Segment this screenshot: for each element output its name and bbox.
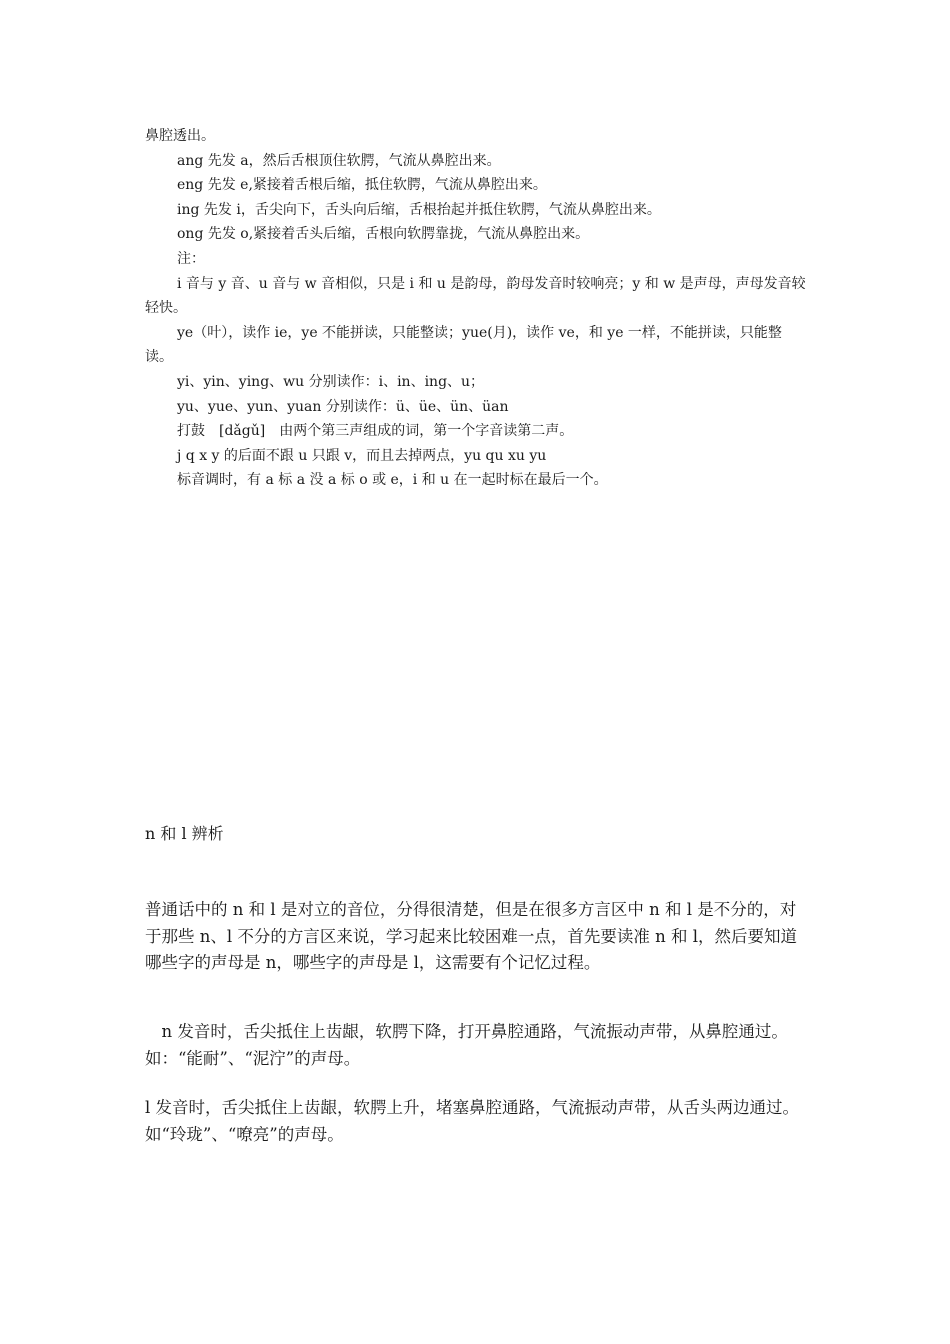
pinyin-notes-section bbox=[145, 124, 807, 493]
text-line: yi、yin、ying、wu 分别读作：i、in、ing、u； bbox=[177, 373, 485, 390]
paragraph-l-pronunciation: l 发音时，舌尖抵住上齿龈，软腭上升，堵塞鼻腔通路，气流振动声带，从舌头两边通过。如“玲珑”、“嘹亮”的声母。 bbox=[145, 1098, 800, 1144]
section-heading: n 和 l 辨析 bbox=[145, 824, 224, 843]
paragraph-n-pronunciation: n 发音时，舌尖抵住上齿龈，软腭下降，打开鼻腔通路，气流振动声带，从鼻腔通过。如：“能耐”、“泥泞”的声母。 bbox=[145, 1022, 788, 1068]
paragraph-intro: 普通话中的 n 和 l 是对立的音位，分得很清楚，但是在很多方言区中 n 和 l 是不分的，对于那些 n、l 不分的方言区来说，学习起来比较困难一点，首先要读准 n 和 l，然后要知道哪些字的声母是 n，哪些字的声母是 l，这需要有个记忆过程。 bbox=[145, 900, 798, 972]
text-line: j q x y 的后面不跟 u 只跟 v，而且去掉两点，yu qu xu yu bbox=[177, 447, 547, 464]
text-line: yu、yue、yun、yuan 分别读作：ü、üe、ün、üan bbox=[177, 398, 509, 415]
text-line: eng 先发 e,紧接着舌根后缩，抵住软腭，气流从鼻腔出来。 bbox=[177, 177, 547, 194]
text-line: ong 先发 o,紧接着舌头后缩，舌根向软腭靠拢，气流从鼻腔出来。 bbox=[177, 226, 590, 243]
text-line: 注： bbox=[177, 250, 205, 267]
text-line: 标音调时，有 a 标 a 没 a 标 o 或 e，i 和 u 在一起时标在最后一个。 bbox=[177, 472, 608, 489]
text-line: i 音与 y 音、u 音与 w 音相似，只是 i 和 u 是韵母，韵母发音时较响亮；y 和 w 是声母，声母发音较轻快。 bbox=[145, 275, 806, 317]
text-line: ing 先发 i，舌尖向下，舌头向后缩，舌根抬起并抵住软腭，气流从鼻腔出来。 bbox=[177, 201, 661, 218]
text-line: 鼻腔透出。 bbox=[145, 128, 215, 144]
text-line: ang 先发 a，然后舌根顶住软腭，气流从鼻腔出来。 bbox=[177, 152, 501, 169]
text-line: ye（叶），读作 ie，ye 不能拼读，只能整读；yue(月)，读作 ve，和 ye 一样，不能拼读，只能整读。 bbox=[145, 324, 782, 366]
text-line: 打鼓 [dǎgǔ] 由两个第三声组成的词，第一个字音读第二声。 bbox=[177, 423, 574, 440]
